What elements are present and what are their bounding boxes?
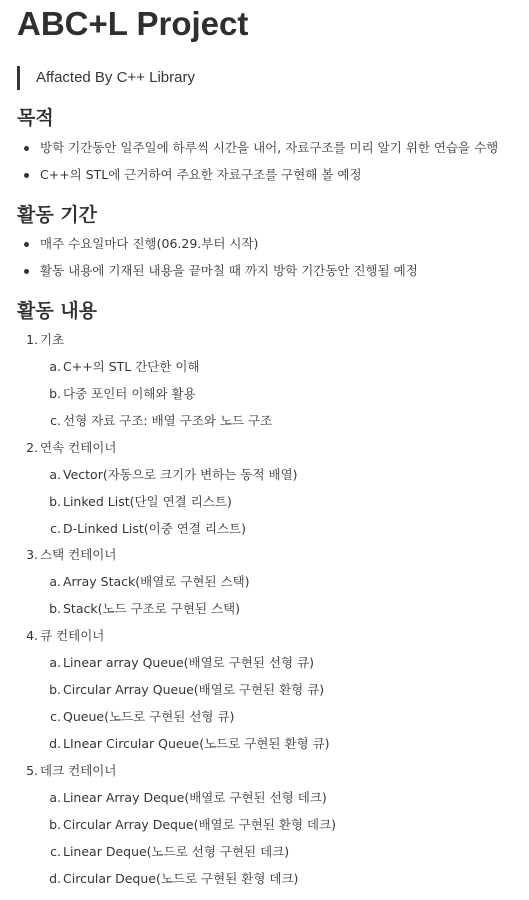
sub-item-label: Stack(노드 구조로 구현된 스택) xyxy=(63,601,241,616)
numbered-item-label: 스택 컨테이너 xyxy=(40,547,117,562)
bullet-dot-icon xyxy=(24,269,29,274)
list-marker: c. xyxy=(50,844,61,859)
bullet-text: 매주 수요일마다 진행(06.29.부터 시작) xyxy=(40,236,259,251)
page-title: ABC+L Project xyxy=(17,5,249,42)
list-marker: 4. xyxy=(26,628,38,643)
sub-item-label: D-Linked List(이중 연결 리스트) xyxy=(63,521,246,536)
heading-content: 활동 내용 xyxy=(17,300,98,322)
heading-period: 활동 기간 xyxy=(17,204,98,226)
list-marker: a. xyxy=(49,655,61,670)
list-marker: c. xyxy=(50,521,61,536)
list-marker: d. xyxy=(49,871,61,886)
list-marker: 3. xyxy=(26,547,38,562)
sub-item-label: Circular Array Deque(배열로 구현된 환형 데크) xyxy=(63,817,337,832)
list-marker: c. xyxy=(50,709,61,724)
bullet-dot-icon xyxy=(24,173,29,178)
sub-item-label: 다중 포인터 이해와 활용 xyxy=(63,386,196,401)
sub-item-label: Circular Deque(노드로 구현된 환형 데크) xyxy=(63,871,299,886)
list-marker: b. xyxy=(49,601,61,616)
list-marker: a. xyxy=(49,359,61,374)
numbered-item-label: 연속 컨테이너 xyxy=(40,440,117,455)
bullet-text: 방학 기간동안 일주일에 하루씩 시간을 내어, 자료구조를 미리 알기 위한 연습을 수행 xyxy=(40,140,499,155)
list-marker: a. xyxy=(49,574,61,589)
list-marker: a. xyxy=(49,790,61,805)
list-marker: d. xyxy=(49,736,61,751)
quote-block: Affacted By C++ Library xyxy=(17,66,195,90)
bullet-text: C++의 STL에 근거하여 주요한 자료구조를 구현해 볼 예정 xyxy=(40,167,362,182)
list-marker: c. xyxy=(50,413,61,428)
sub-item-label: C++의 STL 간단한 이해 xyxy=(63,359,200,374)
list-marker: b. xyxy=(49,682,61,697)
list-marker: 2. xyxy=(26,440,38,455)
numbered-item-label: 큐 컨테이너 xyxy=(40,628,105,643)
sub-item-label: Circular Array Queue(배열로 구현된 환형 큐) xyxy=(63,682,325,697)
sub-item-label: Linear Array Deque(배열로 구현된 선형 데크) xyxy=(63,790,327,805)
sub-item-label: LInear Circular Queue(노드로 구현된 환형 큐) xyxy=(63,736,330,751)
list-marker: 5. xyxy=(26,763,38,778)
list-marker: b. xyxy=(49,817,61,832)
numbered-item-label: 데크 컨테이너 xyxy=(40,763,117,778)
list-marker: b. xyxy=(49,494,61,509)
sub-item-label: 선형 자료 구조: 배열 구조와 노드 구조 xyxy=(63,413,273,428)
sub-item-label: Linked List(단일 연결 리스트) xyxy=(63,494,232,509)
sub-item-label: Queue(노드로 구현된 선형 큐) xyxy=(63,709,235,724)
numbered-item-label: 기초 xyxy=(40,332,65,347)
list-marker: 1. xyxy=(26,332,38,347)
bullet-text: 활동 내용에 기재된 내용을 끝마칠 때 까지 방학 기간동안 진행될 예정 xyxy=(40,263,418,278)
sub-item-label: Array Stack(배열로 구현된 스택) xyxy=(63,574,250,589)
sub-item-label: Vector(자동으로 크기가 변하는 동적 배열) xyxy=(63,467,298,482)
sub-item-label: Linear array Queue(배열로 구현된 선형 큐) xyxy=(63,655,314,670)
sub-item-label: Linear Deque(노드로 선형 구현된 데크) xyxy=(63,844,290,859)
heading-purpose: 목적 xyxy=(17,107,54,129)
bullet-dot-icon xyxy=(24,242,29,247)
bullet-dot-icon xyxy=(24,146,29,151)
list-marker: b. xyxy=(49,386,61,401)
list-marker: a. xyxy=(49,467,61,482)
